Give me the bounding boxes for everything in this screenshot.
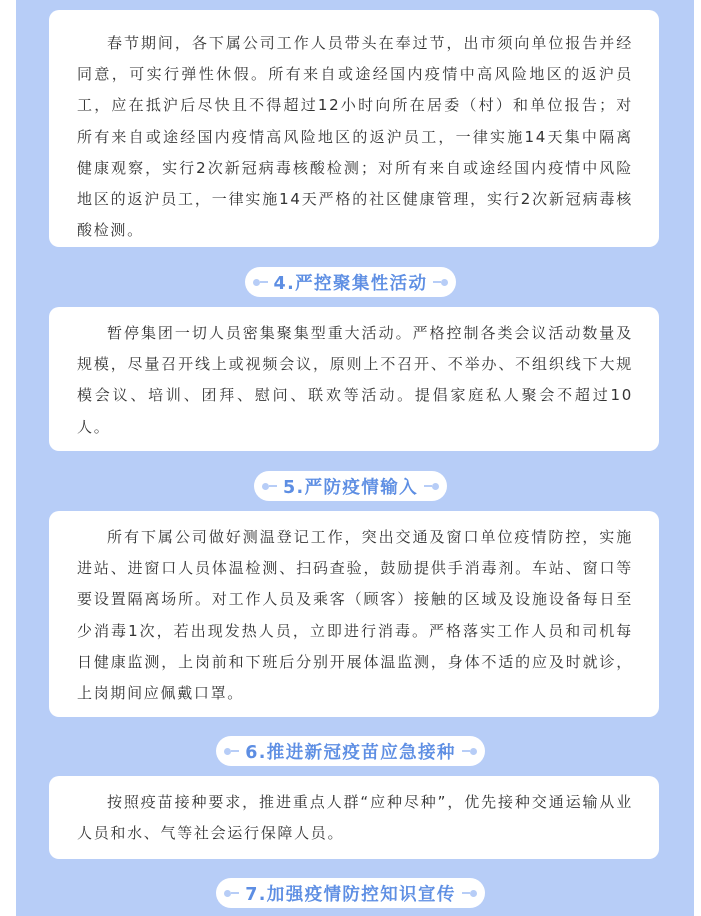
section-heading-6	[0, 736, 701, 766]
heading-pill	[254, 471, 447, 501]
dot-line-ornament-icon	[231, 892, 239, 894]
section-body: 所有下属公司做好测温登记工作，突出交通及窗口单位疫情防控，实施进站、进窗口人员体温检测、扫码查验，鼓励提供手消毒剂。车站、窗口等要设置隔离场所。对工作人员及乘客（顾客）接触的区域及设施设备每日至少消毒1次，若出现发热人员，立即进行消毒。严格落实工作人员和司机每日健康监测，上岗前和下班后分别开展体温监测，身体不适的应及时就诊，上岗期间应佩戴口罩。	[77, 528, 633, 703]
dot-line-ornament-icon	[231, 750, 239, 752]
heading-pill	[245, 267, 457, 297]
section-title: 4.严控聚集性活动	[273, 273, 428, 294]
dot-line-ornament-icon	[462, 892, 470, 894]
section-title: 6.推进新冠疫苗应急接种	[245, 742, 456, 763]
dot-line-ornament-icon	[253, 279, 260, 286]
heading-pill	[216, 736, 485, 766]
dot-line-ornament-icon	[433, 281, 441, 283]
dot-line-ornament-icon	[470, 890, 477, 897]
section-heading-4	[0, 267, 701, 297]
section-heading-7	[0, 878, 701, 908]
dot-line-ornament-icon	[432, 483, 439, 490]
dot-line-ornament-icon	[424, 485, 432, 487]
section-heading-5	[0, 471, 701, 501]
section-card-4	[49, 307, 659, 451]
section-card-3	[49, 10, 659, 247]
dot-line-ornament-icon	[260, 281, 268, 283]
dot-line-ornament-icon	[441, 279, 448, 286]
dot-line-ornament-icon	[224, 748, 231, 755]
section-body: 暂停集团一切人员密集聚集型重大活动。严格控制各类会议活动数量及规模，尽量召开线上或视频会议，原则上不召开、不举办、不组织线下大规模会议、培训、团拜、慰问、联欢等活动。提倡家庭私人聚会不超过10人。	[77, 324, 633, 436]
section-title: 7.加强疫情防控知识宣传	[245, 884, 456, 905]
section-card-6	[49, 776, 659, 859]
section-body: 春节期间，各下属公司工作人员带头在奉过节，出市须向单位报告并经同意，可实行弹性休假。所有来自或途经国内疫情中高风险地区的返沪员工，应在抵沪后尽快且不得超过12小时向所在居委（村）和单位报告；对所有来自或途经国内疫情高风险地区的返沪员工，一律实施14天集中隔离健康观察，实行2次新冠病毒核酸检测；对所有来自或途经国内疫情中风险地区的返沪员工，一律实施14天严格的社区健康管理，实行2次新冠病毒核酸检测。	[77, 34, 633, 240]
dot-line-ornament-icon	[262, 483, 269, 490]
section-title: 5.严防疫情输入	[282, 477, 419, 498]
dot-line-ornament-icon	[470, 748, 477, 755]
dot-line-ornament-icon	[462, 750, 470, 752]
heading-pill	[216, 878, 485, 908]
section-card-5	[49, 511, 659, 717]
dot-line-ornament-icon	[224, 890, 231, 897]
section-body: 按照疫苗接种要求，推进重点人群“应种尽种”，优先接种交通运输从业人员和水、气等社会运行保障人员。	[77, 793, 633, 843]
dot-line-ornament-icon	[269, 485, 277, 487]
